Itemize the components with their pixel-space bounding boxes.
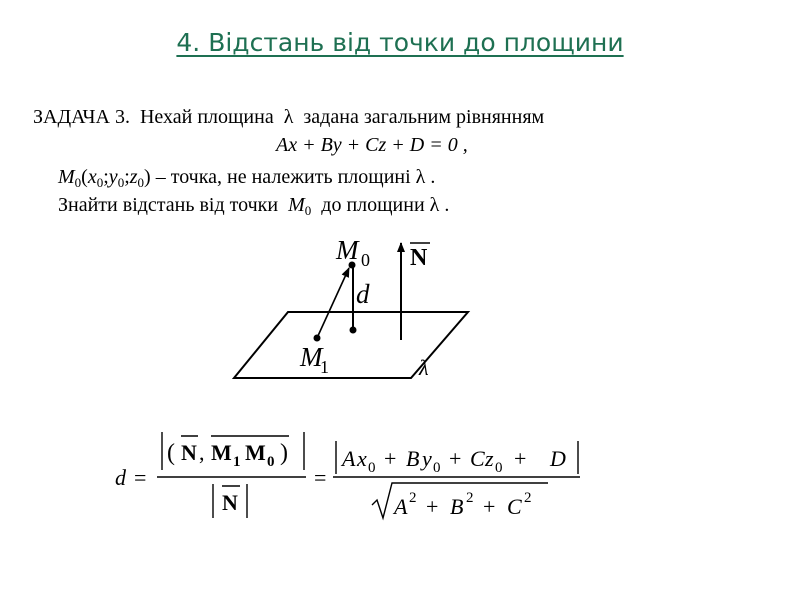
point-m-sub: 0 xyxy=(74,175,82,190)
find-point-m: M xyxy=(288,194,305,216)
rhs-d: D xyxy=(550,446,566,471)
label-m1-sub: 1 xyxy=(320,357,329,377)
num-paren-close: ) xyxy=(280,440,288,466)
find-text-1: Знайти відстань від точки xyxy=(58,194,279,216)
point-m: M xyxy=(58,166,75,188)
den-b-sup: 2 xyxy=(466,490,474,506)
den-c-sup: 2 xyxy=(524,490,532,506)
formula-d: d xyxy=(115,465,126,490)
num-m0-sub: 0 xyxy=(267,454,275,470)
slide-title: 4. Відстань від точки до площини xyxy=(176,28,624,57)
coord-y: y xyxy=(108,166,118,188)
label-n: N xyxy=(410,245,428,271)
den-c: C xyxy=(507,494,522,519)
num-m1: M xyxy=(211,440,232,465)
rhs-a: A xyxy=(342,446,356,471)
num-m1-sub: 1 xyxy=(233,454,241,470)
coord-x: x xyxy=(87,166,97,188)
label-m0-sub: 0 xyxy=(361,250,370,270)
rhs-b: B xyxy=(406,446,420,471)
rhs-z-sub: 0 xyxy=(495,460,503,476)
rhs-x: x xyxy=(357,446,367,471)
rhs-plus-1: + xyxy=(384,446,397,471)
plane-equation: Ax + By + Cz + D = 0 , xyxy=(276,134,468,156)
label-lambda: λ xyxy=(419,355,429,380)
den-plus-2: + xyxy=(483,494,496,519)
task-label: ЗАДАЧА 3. xyxy=(33,106,130,128)
den-a-sup: 2 xyxy=(409,490,417,506)
formula-eq-1: = xyxy=(134,465,147,490)
coord-z-sub: 0 xyxy=(137,175,145,190)
rhs-c: C xyxy=(470,446,485,471)
paren-open: ( xyxy=(81,166,88,188)
rhs-plus-2: + xyxy=(449,446,462,471)
den-plus-1: + xyxy=(426,494,439,519)
coord-y-sub: 0 xyxy=(117,175,125,190)
label-m0: M xyxy=(336,235,359,265)
num-paren-open: ( xyxy=(167,440,175,466)
rhs-plus-3: + xyxy=(514,446,527,471)
rhs-y: y xyxy=(422,446,432,471)
find-point-sub: 0 xyxy=(304,203,312,218)
label-d: d xyxy=(356,279,370,309)
label-m1: M xyxy=(300,342,323,372)
task-text-1: Нехай площина xyxy=(139,106,274,128)
num-comma: , xyxy=(199,440,205,465)
formula-eq-2: = xyxy=(314,465,327,490)
den-n: N xyxy=(222,490,238,515)
rhs-x-sub: 0 xyxy=(368,460,376,476)
sep-2: ; xyxy=(124,166,130,188)
task-text-2: задана загальним рівнянням xyxy=(303,106,545,128)
den-b: B xyxy=(450,494,464,519)
coord-z: z xyxy=(129,166,138,188)
find-text-2: до площини λ . xyxy=(321,194,450,216)
rhs-y-sub: 0 xyxy=(433,460,441,476)
den-a: A xyxy=(394,494,408,519)
coord-x-sub: 0 xyxy=(96,175,104,190)
sep-1: ; xyxy=(103,166,109,188)
point-suffix: – точка, не належить площині λ . xyxy=(155,166,436,188)
lambda-symbol: λ xyxy=(283,106,294,128)
rhs-z: z xyxy=(485,446,494,471)
paren-close: ) xyxy=(144,166,151,188)
num-m0: M xyxy=(245,440,266,465)
num-n: N xyxy=(181,440,197,465)
